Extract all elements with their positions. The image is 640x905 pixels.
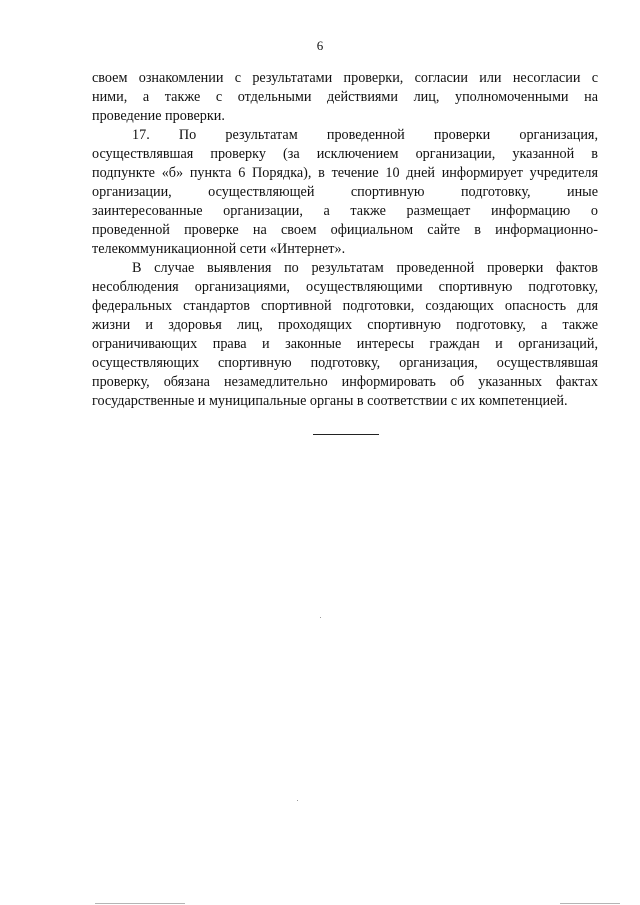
paragraph-line: проведение проверки. <box>92 108 225 124</box>
paragraph-line: заинтересованные организации, а также размещает информацию о <box>92 203 598 219</box>
paragraph-line: проверку, обязана незамедлительно информировать об указанных фактах <box>92 374 598 390</box>
paragraph-line: своем ознакомлении с результатами проверки, согласии или несогласии с <box>92 70 598 86</box>
paragraph-line: государственные и муниципальные органы в соответствии с их компетенцией. <box>92 393 568 409</box>
scan-speck <box>297 800 298 801</box>
scan-edge-mark <box>95 903 185 904</box>
page-number: 6 <box>316 38 324 53</box>
paragraph-line: подпункте «б» пункта 6 Порядка), в течение 10 дней информирует учредителя <box>92 165 598 181</box>
paragraph-line: осуществлявшая проверку (за исключением организации, указанной в <box>92 146 598 162</box>
paragraph-line: ними, а также с отдельными действиями лиц, уполномоченными на <box>92 89 598 105</box>
paragraph-line: В случае выявления по результатам проведенной проверки фактов <box>132 260 598 276</box>
scan-speck <box>320 617 321 618</box>
paragraph-line: ограничивающих права и законные интересы граждан и организаций, <box>92 336 598 352</box>
paragraph-line: проведенной проверке на своем официальном сайте в информационно- <box>92 222 598 238</box>
paragraph-line: федеральных стандартов спортивной подготовки, создающих опасность для <box>92 298 598 314</box>
paragraph-line: несоблюдения организациями, осуществляющими спортивную подготовку, <box>92 279 598 295</box>
paragraph-line: 17. По результатам проведенной проверки организация, <box>132 127 598 143</box>
paragraph-line: осуществляющих спортивную подготовку, организация, осуществлявшая <box>92 355 598 371</box>
end-of-text-rule <box>313 434 379 435</box>
paragraph-line: организации, осуществляющей спортивную подготовку, иные <box>92 184 598 200</box>
paragraph-line: телекоммуникационной сети «Интернет». <box>92 241 346 257</box>
scan-edge-mark <box>560 903 620 904</box>
paragraph-line: жизни и здоровья лиц, проходящих спортивную подготовку, а также <box>92 317 598 333</box>
